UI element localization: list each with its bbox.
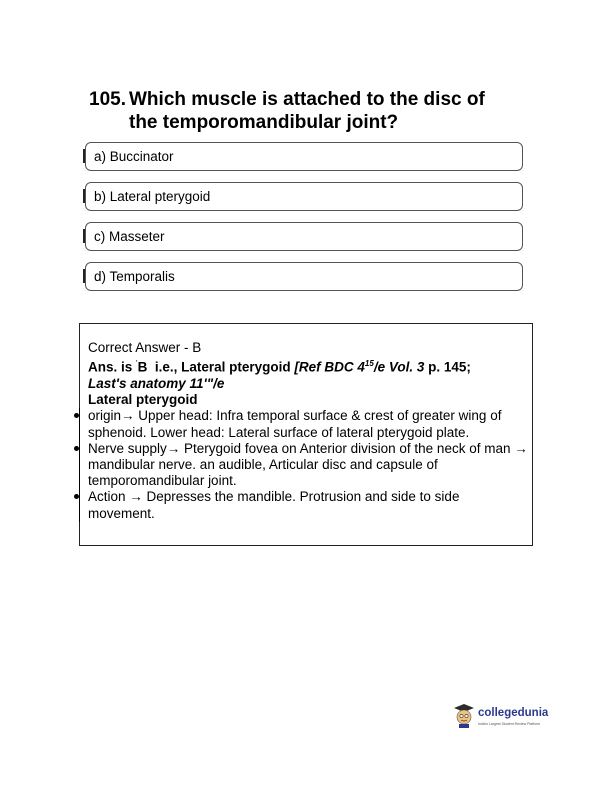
option-marker [83,269,85,283]
logo-tagline: India's Largest Student Review Platform [478,722,541,726]
option-marker [83,189,85,203]
option-marker [83,149,85,163]
correct-answer: Correct Answer - B [88,340,202,355]
logo-name: collegedunia [478,707,549,719]
question-line-1: Which muscle is attached to the disc of [129,89,485,110]
bullet-item: Nerve supply→ Pterygoid fovea on Anterior division of the neck of man → mandibular nerve. an audible, Articular disc and capsule of temporomandibular joint. [88,441,528,490]
option-label: a) Buccinator [94,149,174,164]
question-line-2: the temporomandibular joint? [129,112,399,133]
option-label: b) Lateral pterygoid [94,189,211,204]
question-text [89,88,529,134]
option-marker [83,229,85,243]
option-c[interactable] [85,222,523,251]
answer-explanation: Ans. is 'B i.e., Lateral pterygoid [Ref BDC $4^{15}/e$ Vol. 3 p. 145; [88,359,471,375]
option-label: c) Masseter [94,229,165,244]
collegedunia-logo [452,702,552,738]
option-a[interactable] [85,142,523,171]
option-b[interactable] [85,182,523,211]
option-label: d) Temporalis [94,269,175,284]
option-d[interactable] [85,262,523,291]
question-number: 105. [89,89,126,110]
answer-box [79,323,533,546]
bullet-item: origin→ Upper head: Infra temporal surface & crest of greater wing of sphenoid. Lower head: Lateral surface of lateral pterygoid plate. [88,408,528,440]
reference-line: Last's anatomy 11'"/e [88,375,225,391]
bullet-item: Action → Depresses the mandible. Protrusion and side to side movement. [88,489,528,521]
mascot-icon [452,702,476,728]
answer-heading: Lateral pterygoid [88,392,198,408]
